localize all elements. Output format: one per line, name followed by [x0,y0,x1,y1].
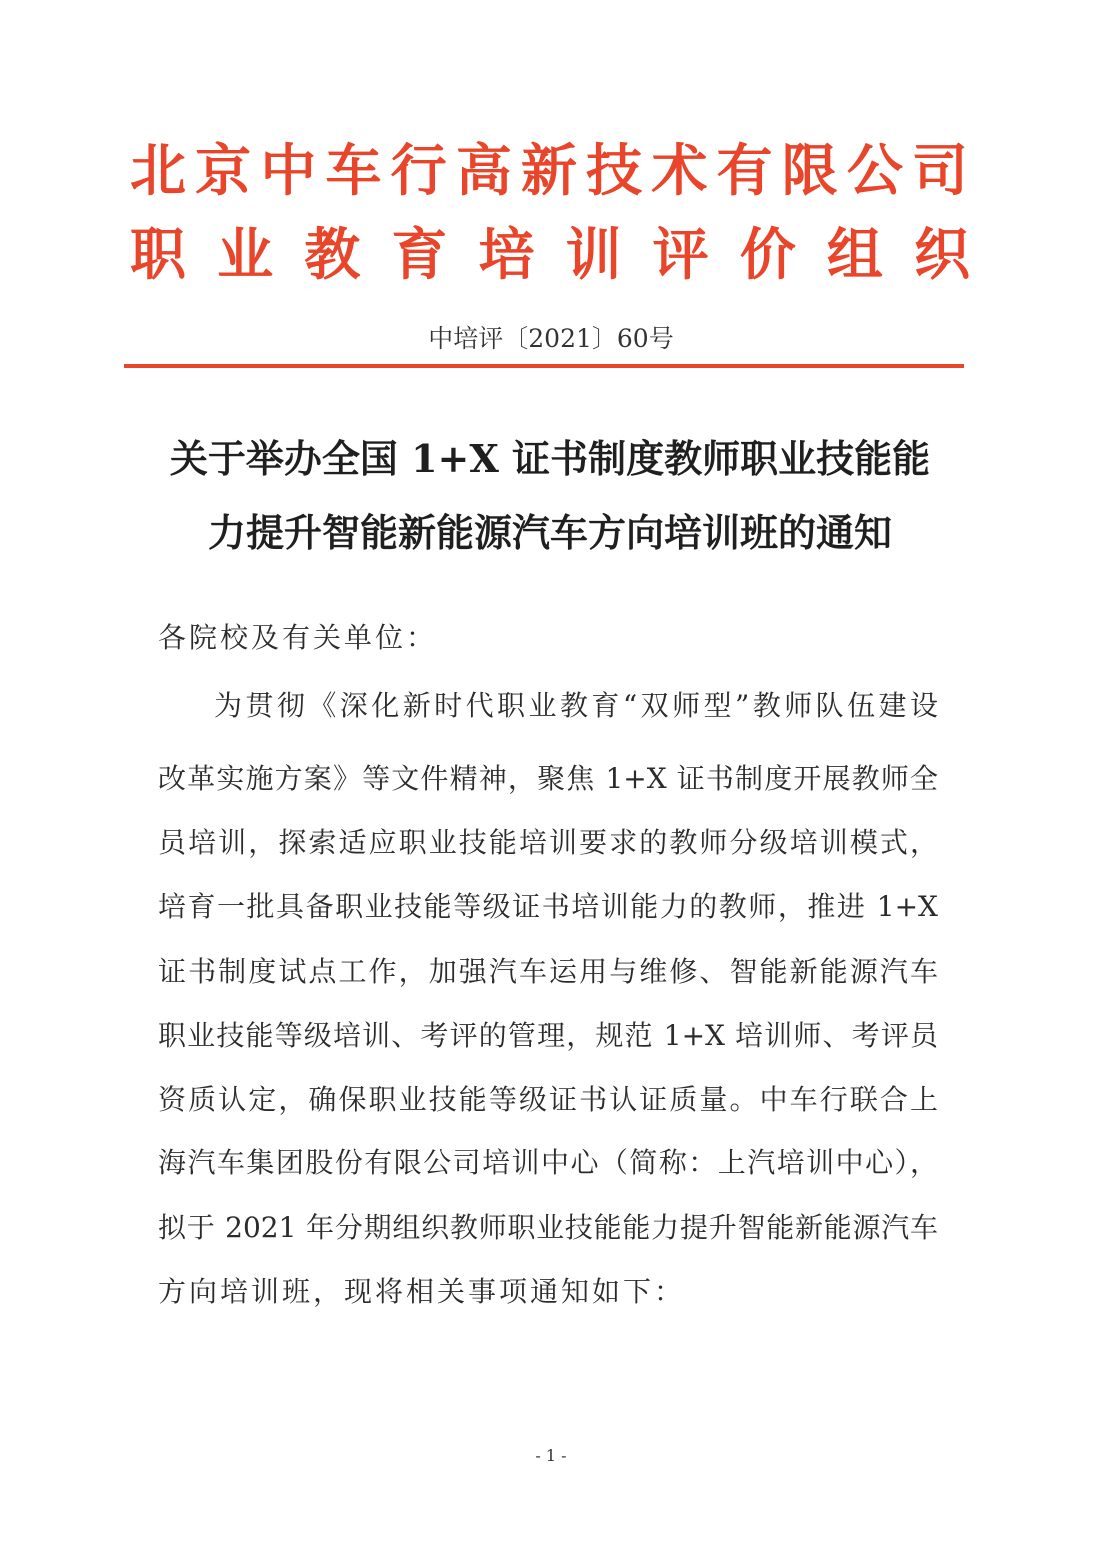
body-line: 证书制度试点工作，加强汽车运用与维修、智能新能源汽车 [158,955,938,988]
document-number: 中培评〔2021〕60号 [428,324,674,353]
notice-title-line-2: 力提升智能新能源汽车方向培训班的通知 [207,510,892,555]
body-line: 拟于 2021 年分期组织教师职业技能能力提升智能新能源汽车 [158,1211,938,1244]
header-divider [124,364,964,368]
body-line: 资质认定，确保职业技能等级证书认证质量。中车行联合上 [158,1083,938,1116]
notice-title-line-1: 关于举办全国 1+X 证书制度教师职业技能能 [169,436,931,481]
organization-subtitle: 职业教育培训评价组织 [130,223,970,288]
body-line: 职业技能等级培训、考评的管理，规范 1+X 培训师、考评员 [158,1019,938,1052]
body-line: 海汽车集团股份有限公司培训中心（简称：上汽培训中心）， [158,1146,938,1179]
body-line: 方向培训班，现将相关事项通知如下： [158,1275,686,1308]
page-number: - 1 - [535,1446,567,1465]
body-line: 培育一批具备职业技能等级证书培训能力的教师，推进 1+X [158,890,938,923]
salutation: 各院校及有关单位： [158,621,438,654]
body-line: 员培训，探索适应职业技能培训要求的教师分级培训模式， [158,826,938,859]
body-line: 改革实施方案》等文件精神，聚焦 1+X 证书制度开展教师全 [158,762,938,795]
organization-name: 北京中车行高新技术有限公司 [130,139,970,204]
body-line: 为贯彻《深化新时代职业教育“双师型”教师队伍建设 [214,689,938,722]
